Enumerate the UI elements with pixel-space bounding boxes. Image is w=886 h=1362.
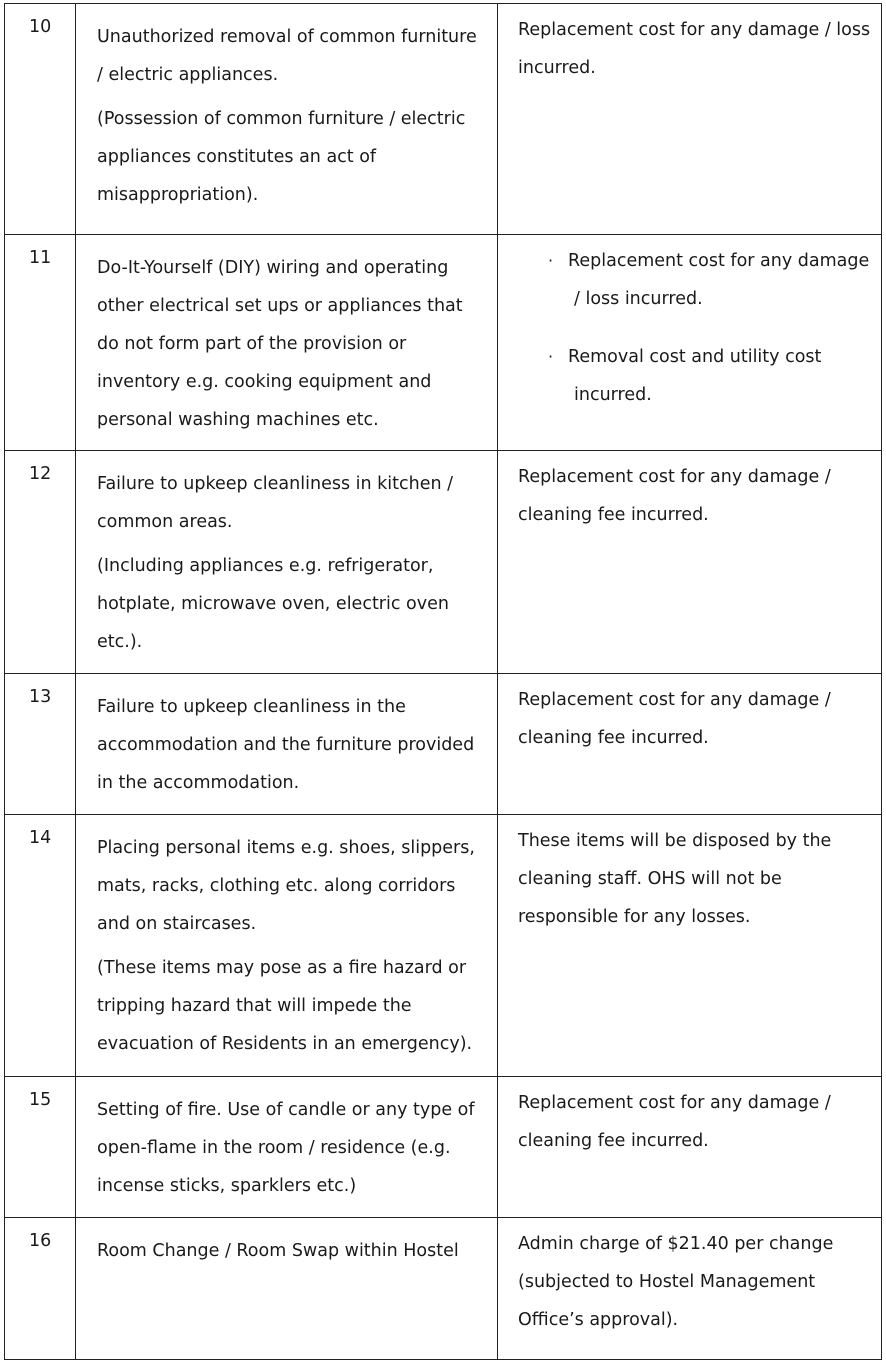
penalty-text: Replacement cost for any damage / cleaning fee incurred.: [518, 690, 831, 748]
row-number: 14: [29, 828, 52, 848]
table-row: [5, 235, 882, 451]
table-row: [5, 4, 882, 235]
penalty-text: Replacement cost for any damage / cleaning fee incurred.: [518, 1093, 831, 1151]
row-number: 11: [29, 248, 52, 268]
bullet-icon: ·: [548, 251, 554, 270]
table-row: [5, 674, 882, 815]
offence-cell: [76, 235, 498, 451]
penalty-text: Admin charge of $21.40 per change (subjected to Hostel Management Office’s approval).: [518, 1234, 834, 1330]
penalty-cell: [498, 1218, 882, 1360]
penalty-cell: [498, 451, 882, 674]
offence-cell: [76, 1218, 498, 1360]
penalty-text: Replacement cost for any damage / loss incurred.: [518, 20, 871, 78]
offence-text: Placing personal items e.g. shoes, slippers, mats, racks, clothing etc. along corridors and on staircases.: [97, 838, 475, 934]
table-row: [5, 815, 882, 1077]
row-number: 12: [29, 464, 52, 484]
offence-text: Unauthorized removal of common furniture / electric appliances.: [97, 27, 477, 85]
row-number: 15: [29, 1090, 52, 1110]
penalty-text: These items will be disposed by the cleaning staff. OHS will not be responsible for any losses.: [518, 831, 832, 927]
offence-cell: [76, 4, 498, 235]
penalty-cell: [498, 1077, 882, 1218]
offence-note: (Possession of common furniture / electric appliances constitutes an act of misappropriation).: [97, 109, 466, 205]
offence-note: (Including appliances e.g. refrigerator, hotplate, microwave oven, electric oven etc.).: [97, 556, 449, 652]
offence-text: Setting of fire. Use of candle or any type of open-flame in the room / residence (e.g. incense sticks, sparklers etc.): [97, 1100, 475, 1196]
penalty-cell: [498, 815, 882, 1077]
penalty-bullet: · Replacement cost for any damage / loss incurred.: [518, 242, 871, 318]
table-row: [5, 1218, 882, 1360]
offence-text: Room Change / Room Swap within Hostel: [97, 1241, 459, 1261]
row-number: 10: [29, 17, 52, 37]
table-row: [5, 451, 882, 674]
offence-cell: [76, 815, 498, 1077]
offence-note: (These items may pose as a fire hazard or tripping hazard that will impede the evacuation of Residents in an emergency).: [97, 958, 473, 1054]
penalty-bullet-list: [518, 242, 871, 414]
penalty-cell: [498, 235, 882, 451]
row-number: 13: [29, 687, 52, 707]
penalty-bullet: · Removal cost and utility cost incurred.: [518, 338, 871, 414]
row-number: 16: [29, 1231, 52, 1251]
penalty-text: Replacement cost for any damage / cleaning fee incurred.: [518, 467, 831, 525]
offence-text: Failure to upkeep cleanliness in kitchen / common areas.: [97, 474, 454, 532]
table-row: [5, 1077, 882, 1218]
offences-table: [4, 3, 882, 1360]
offence-text: Failure to upkeep cleanliness in the accommodation and the furniture provided in the accommodation.: [97, 697, 475, 793]
offence-cell: [76, 451, 498, 674]
penalty-cell: [498, 4, 882, 235]
offence-cell: [76, 1077, 498, 1218]
offence-cell: [76, 674, 498, 815]
penalty-cell: [498, 674, 882, 815]
offence-text: Do-It-Yourself (DIY) wiring and operating other electrical set ups or appliances that do not form part of the provision or inventory e.g. cooking equipment and personal washing machines etc.: [97, 258, 463, 430]
bullet-icon: ·: [548, 347, 554, 366]
